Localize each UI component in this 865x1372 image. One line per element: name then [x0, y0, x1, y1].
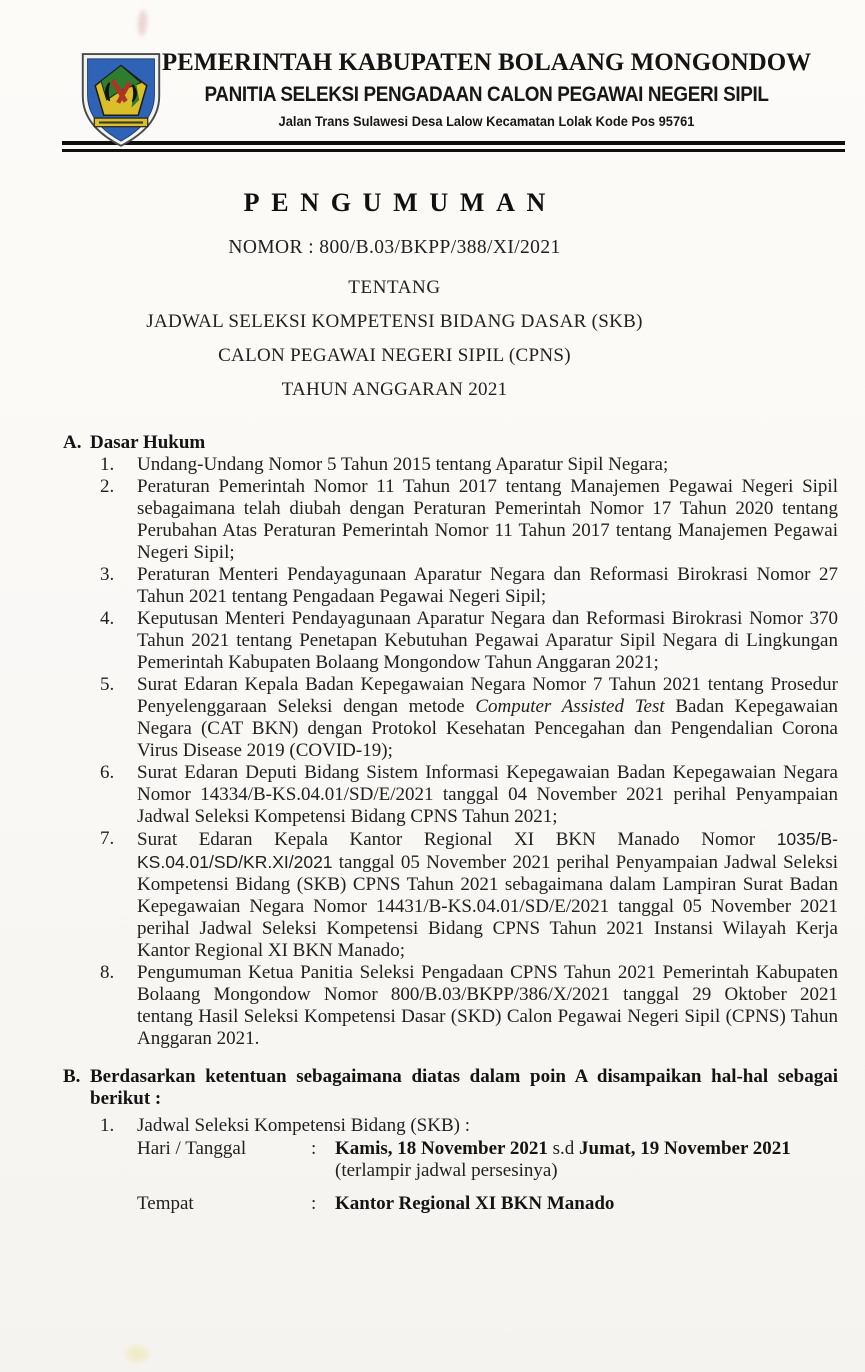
item-text: Surat Edaran Deputi Bidang Sistem Informasi Kepegawaian Badan Kepegawaian Negara Nomor 14334/B-KS.04.01/SD/E/2021 tanggal 04 November 2021 perihal Penyampaian Jadwal Seleksi Kompetensi Bidang CPNS Tahun 2021; [137, 762, 838, 827]
address-line: Jalan Trans Sulawesi Desa Lalow Kecamatan Lolak Kode Pos 95761 [278, 113, 695, 129]
date-label: Hari / Tanggal [137, 1138, 247, 1159]
section-a-label: A. [63, 432, 82, 453]
item-text [137, 674, 838, 762]
schedule-date-row [63, 1138, 838, 1182]
schedule-venue-row [63, 1193, 838, 1215]
item-text-post: Badan Kepegawaian Negara (CAT BKN) dengan Protokol Kesehatan Pencegahan dan Pengendalian Corona Virus Disease 2019 (COVID-19); [137, 696, 838, 761]
document-title: PENGUMUMAN [243, 188, 558, 217]
legal-basis-item [63, 828, 838, 962]
legal-basis-item [63, 762, 838, 828]
letterhead [0, 0, 865, 132]
legal-basis-item [63, 608, 838, 674]
legal-basis-item [63, 674, 838, 762]
item-number: 3. [100, 564, 115, 585]
subject-line-2: CALON PEGAWAI NEGERI SIPIL (CPNS) [218, 345, 571, 366]
item-number: 1. [100, 454, 115, 475]
section-a-title: Dasar Hukum [90, 432, 206, 453]
item-text: Undang-Undang Nomor 5 Tahun 2015 tentang Aparatur Sipil Negara; [137, 454, 669, 475]
indent-spacer [63, 1193, 137, 1215]
section-b-title: Berdasarkan ketentuan sebagaimana diatas dalam poin A disampaikan hal-hal sebagai berikut : [90, 1066, 838, 1109]
item-text-pre: Surat Edaran Kepala Badan Kepegawaian Negara Nomor 7 Tahun 2021 tentang Prosedur Penyelenggaraan Seleksi dengan metode [137, 674, 838, 717]
indent-spacer [63, 1138, 137, 1182]
item-text [137, 828, 838, 962]
legal-basis-item [63, 476, 838, 564]
section-b [63, 1066, 838, 1215]
date-colon: : [311, 1138, 317, 1159]
section-a [63, 432, 838, 1050]
legal-basis-item [63, 962, 838, 1050]
government-name: PEMERINTAH KABUPATEN BOLAANG MONGONDOW [161, 49, 812, 76]
letterhead-text [62, 46, 841, 132]
item-number: 2. [100, 476, 115, 497]
item-text: Peraturan Pemerintah Nomor 11 Tahun 2017 tentang Manajemen Pegawai Negeri Sipil sebagaimana telah diubah dengan Peraturan Pemerintah Nomor 17 Tahun 2020 tentang Perubahan Atas Peraturan Pemerintah Nomor 11 Tahun 2017 tentang Manajemen Pegawai Negeri Sipil; [137, 476, 838, 563]
item-number: 8. [100, 962, 115, 983]
item-text-post: tanggal 05 November 2021 perihal Penyampaian Jadwal Seleksi Kompetensi Bidang (SKB) CPNS Tahun 2021 sebagaimana dalam Lampiran Surat Badan Kepegawaian Negara Nomor 14431/B-KS.04.01/SD/E/2021 tanggal 05 November 2021 perihal Jadwal Seleksi Kompetensi Bidang CPNS Tahun 2021 Instansi Wilayah Kerja Kantor Regional XI BKN Manado; [137, 852, 838, 961]
item-number: 5. [100, 674, 115, 695]
item-number: 7. [100, 828, 115, 849]
item-reference-number: 1035/B-KS.04.01/SD/KR.XI/2021 [137, 829, 838, 872]
date-end: Jumat, 19 November 2021 [579, 1138, 791, 1159]
item-text-pre: Surat Edaran Kepala Kantor Regional XI BKN Manado Nomor [137, 829, 777, 850]
committee-name: PANITIA SELEKSI PENGADAAN CALON PEGAWAI NEGERI SIPIL [204, 83, 769, 106]
crest-shield-icon [78, 50, 164, 148]
item-number: 4. [100, 608, 115, 629]
section-b-heading [63, 1066, 838, 1110]
agency-logo [78, 50, 164, 153]
section-a-heading [63, 432, 838, 454]
subject-line-3: TAHUN ANGGARAN 2021 [281, 379, 508, 400]
title-block [0, 186, 827, 401]
item-text: Pengumuman Ketua Panitia Seleksi Pengadaan CPNS Tahun 2021 Pemerintah Kabupaten Bolaang Mongondow Nomor 800/B.03/BKPP/386/X/2021 tanggal 29 Oktober 2021 tentang Hasil Seleksi Kompetensi Dasar (SKD) Calon Pegawai Negeri Sipil (CPNS) Tahun Anggaran 2021. [137, 962, 838, 1049]
item-number: 1. [100, 1115, 115, 1136]
section-b-label: B. [63, 1066, 81, 1087]
venue-label: Tempat [137, 1193, 194, 1214]
date-start: Kamis, 18 November 2021 [335, 1138, 548, 1159]
date-value [335, 1138, 838, 1182]
venue-value: Kantor Regional XI BKN Manado [335, 1193, 615, 1214]
schedule-details [63, 1138, 838, 1215]
scan-spot [126, 1346, 148, 1362]
date-note: (terlampir jadwal persesinya) [335, 1160, 558, 1181]
item-number: 6. [100, 762, 115, 783]
schedule-item-title: Jadwal Seleksi Kompetensi Bidang (SKB) : [137, 1115, 470, 1136]
date-separator: s.d [552, 1138, 575, 1159]
subject-line-1: JADWAL SELEKSI KOMPETENSI BIDANG DASAR (SKB) [146, 311, 643, 332]
legal-basis-item [63, 564, 838, 608]
tentang-label: TENTANG [348, 277, 441, 298]
venue-colon: : [311, 1193, 317, 1214]
document-number: NOMOR : 800/B.03/BKPP/388/XI/2021 [228, 237, 561, 258]
item-text: Keputusan Menteri Pendayagunaan Aparatur Negara dan Reformasi Birokrasi Nomor 370 Tahun 2021 tentang Penetapan Kebutuhan Pegawai Aparatur Sipil Negara di Lingkungan Pemerintah Kabupaten Bolaang Mongondow Tahun Anggaran 2021; [137, 608, 838, 673]
schedule-item [63, 1115, 838, 1137]
legal-basis-item [63, 454, 838, 476]
item-text-italic: Computer Assisted Test [475, 696, 665, 717]
item-text: Peraturan Menteri Pendayagunaan Aparatur Negara dan Reformasi Birokrasi Nomor 27 Tahun 2021 tentang Pengadaan Pegawai Negeri Sipil; [137, 564, 838, 607]
letterhead-divider [62, 141, 845, 152]
